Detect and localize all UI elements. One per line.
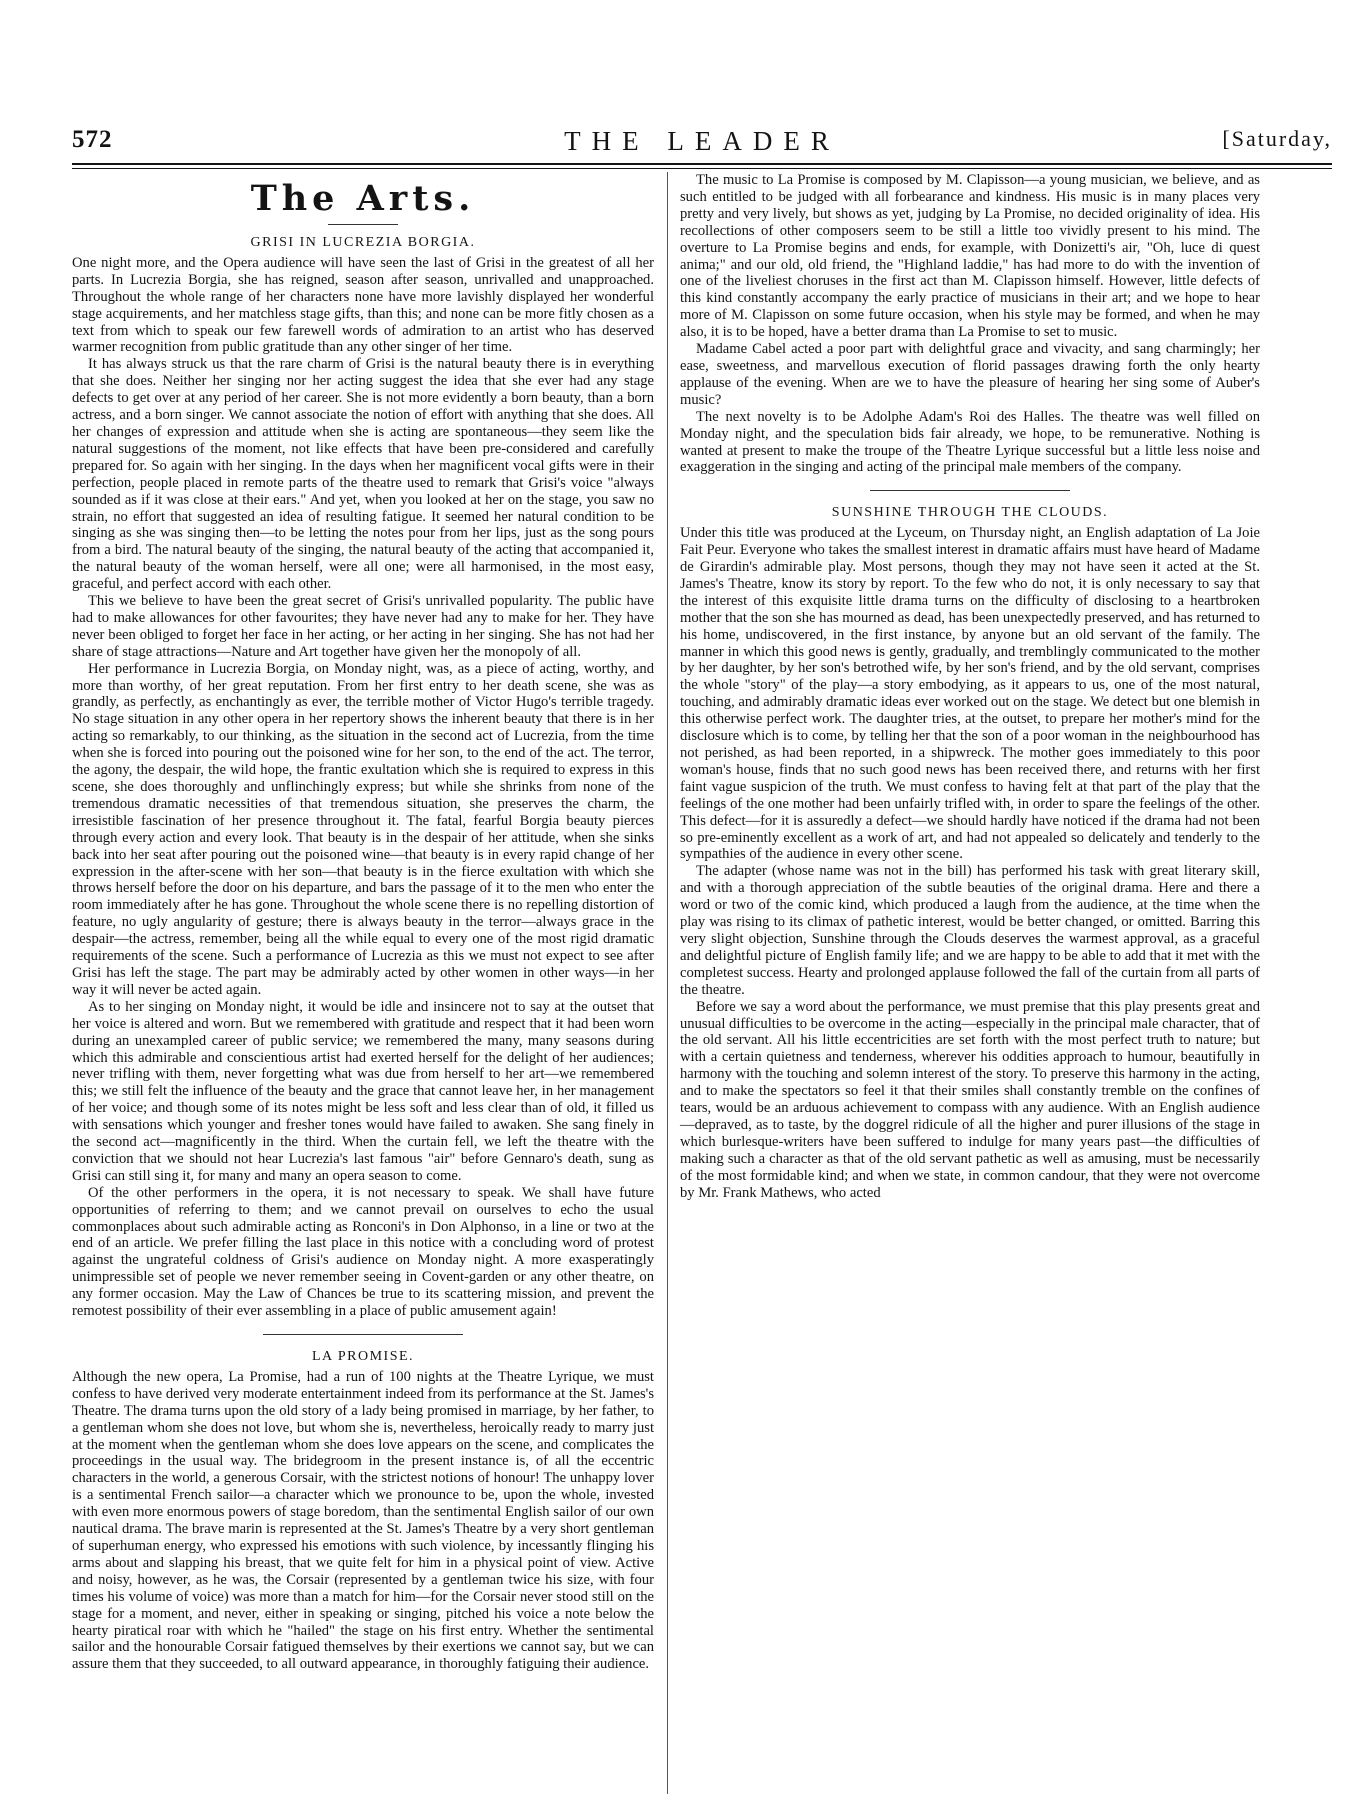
header-rule-thin (72, 168, 1332, 169)
article-paragraph: Of the other performers in the opera, it is not necessary to speak. We shall have future opportunities of referring to them; and we cannot prevail on ourselves to echo the usual commonplaces about such admirable acting as Ronconi's in Don Alphonso, in a line or two at the end of an article. We prefer filling the last place in this notice with a concluding word of protest against the ungrateful coldness of Grisi's audience on Monday night. A more exasperatingly unimpressible set of people we never remember seeing in Covent-garden or any other theatre, on any former occasion. May the Law of Chances be true to its scattering mission, and prevent the remotest possibility of their ever assembling in a place of public amusement again! (72, 1184, 654, 1320)
issue-day: [Saturday, (1222, 126, 1332, 151)
article-paragraph: The music to La Promise is composed by M. Clapisson—a young musician, we believe, and as such entitled to be judged with all forbearance and kindness. His music is in many places very pretty and very lively, but shows as yet, judging by La Promise, no decided originality of idea. His recollections of other composers seem to be still a little too vividly present to his mind. The overture to La Promise begins and ends, for example, with Donizetti's air, "Oh, luce di quest anima;" and our old, old friend, the "Highland laddie," has had more to do with the invention of one of the liveliest choruses in the first act than M. Clapisson himself. However, little defects of this kind constantly accompany the early practice of musicians in their art; and we hope to hear more of M. Clapisson on some future occasion, when his style may be formed, and when he may also, it is to be hoped, have a better drama than La Promise to set to music. (680, 172, 1260, 341)
article-paragraph: Under this title was produced at the Lyceum, on Thursday night, an English adaptation of La Joie Fait Peur. Everyone who takes the smallest interest in dramatic affairs must have heard of Madame de Girardin's admirable play. Most persons, though they may not have seen it acted at the St. James's Theatre, know its story by report. To the few who do not, it is only necessary to say that the interest of this exquisite little drama turns on the difficulty of disclosing to a heartbroken mother that the son she has mourned as dead, has been unexpectedly preserved, and has returned to his home, undiscovered, in the first instance, by anyone but an old servant of the family. The manner in which this good news is gently, gradually, and tremblingly communicated to the mother by her daughter, by her son's betrothed wife, by her son's friend, and by the old servant, comprises the whole "story" of the play—a story embodying, as it appears to us, one of the most natural, touching, and admirably dramatic ideas ever worked out on the stage. We detect but one blemish in this otherwise perfect work. The daughter tries, at the outset, to prepare her mother's mind for the disclosure which is to come, by telling her that the son of a poor woman in the neighbourhood has not perished, as had been reported, in a shipwreck. The mother goes immediately to this poor woman's house, finds that no such good news has been received there, and returns with her first faint vague suspicion of the truth. We must confess to having felt at that part of the play that the feelings of the one mother had been unfairly trifled with, in order to spare the feelings of the other. This defect—for it is assuredly a defect—we should hardly have noticed if the drama had not been so pre-eminently excellent as a work of art, and had not appealed so delicately and tenderly to the sympathies of the audience in every other scene. (680, 525, 1260, 863)
article-paragraph: Although the new opera, La Promise, had a run of 100 nights at the Theatre Lyrique, we must confess to have derived very moderate entertainment indeed from its performance at the St. James's Theatre. The drama turns upon the old story of a lady being promised in marriage, by her father, to a gentleman whom she does not love, but whom she is, nevertheless, heroically ready to marry just at the moment when the gentleman whom she does love appears on the scene, and complicates the proceedings in the usual way. The bridegroom in the present instance is, of all the eccentric characters in the world, a generous Corsair, with the strictest notions of honour! The unhappy lover is a sentimental French sailor—a character which we pronounce to be, upon the whole, invested with even more enormous powers of stage boredom, than the sentimental English sailor of our own nautical drama. The brave marin is represented at the St. James's Theatre by a very short gentleman of superhuman energy, who expressed his emotions with such violence, by incessantly flinging his arms about and slapping his breast, that we quite felt for him in a physical point of view. Active and noisy, however, as he was, the Corsair (represented by a gentleman twice his size, with four times his volume of voice) was more than a match for him—for the Corsair never stood still on the stage for a moment, and never, either in speaking or singing, pitched his voice a note below the hearty piratical roar with which he "hailed" the stage on his first entry. Whether the sentimental sailor and the honourable Corsair fatigued themselves by their exertions we cannot say, but we can assure them that they succeeded, to all outward appearance, in thoroughly fatiguing their audience. (72, 1368, 654, 1673)
article-paragraph: It has always struck us that the rare charm of Grisi is the natural beauty there is in everything that she does. Neither her singing nor her acting suggest the idea that she ever had any stage defects to get over at any period of her career. She is not more evidently a born beauty, than a born actress, and a born singer. We cannot associate the notion of effort with anything that she does. All her changes of expression and attitude when she is acting are spontaneous—they seem like the natural suggestions of the moment, not like effects that have been pre-considered and carefully prepared for. So again with her singing. In the days when her magnificent vocal gifts were in their perfection, people placed in remote parts of the theatre used to remark that Grisi's voice "always sounded as if it was close at their ears." And yet, when you looked at her on the stage, you saw no strain, no effort that suggested an idea of resulting fatigue. It seemed her natural condition to be singing as she was singing then—to be letting the notes pour from her lips, just as the song pours from a bird. The natural beauty of the singing, the natural beauty of the acting that accompanied it, the natural beauty of the woman herself, were all one; were all harmonised, in the most easy, graceful, and perfect accord with each other. (72, 356, 654, 593)
article-paragraph: As to her singing on Monday night, it would be idle and insincere not to say at the outset that her voice is altered and worn. But we remembered with gratitude and respect that it had been worn during an unexampled career of public service; we remembered the many, many seasons during which this admirable and conscientious artist had exerted herself for the delight of her audiences; never trifling with them, never forgetting what was due from herself to her art—we remembered this; we still felt the influence of the beauty and the grace that cannot leave her, in her management of her voice; and though some of its notes might be less soft and less clear than of old, it filled us with sensations which younger and fresher tones would have failed to awaken. She sang finely in the second act—magnificently in the third. When the curtain fell, we left the theatre with the conviction that we should not hear Lucrezia's last famous "air" before Gennaro's death, sung as Grisi can still sing it, for many and many an opera season to come. (72, 998, 654, 1184)
article-paragraph: Before we say a word about the performance, we must premise that this play presents great and unusual difficulties to be overcome in the acting—especially in the principal male character, that of the old servant. All his little eccentricities are set forth with the most perfect truth to nature; but with a certain quietness and tenderness, wherever his oddities approach to humour, beautifully in harmony with the touching and solemn interest of the story. To preserve this harmony in the acting, and to make the spectators so feel it that their smiles shall constantly tremble on the confines of tears, would be an arduous achievement to compass with any audience. With an English audience—depraved, as to taste, by the doggrel ridicule of all the higher and purer illusions of the stage in which burlesque-writers have been suffered to indulge for many years past—the difficulties of making such a character as that of the old servant pathetic as well as amusing, must be necessarily of the most formidable kind; and when we state, in common candour, that they were not overcome by Mr. Frank Mathews, who acted (680, 998, 1260, 1201)
left-column (72, 172, 654, 1673)
article-paragraph: One night more, and the Opera audience will have seen the last of Grisi in the greatest of all her parts. In Lucrezia Borgia, she has reigned, season after season, unrivalled and unapproached. Throughout the whole range of her characters none have more lavishly displayed her wonderful stage acquirements, and her matchless stage gifts, than this; and none can be more fitly chosen as a text from which to speak our few farewell words of admiration to an artist who has deserved warmer recognition from public gratitude than any other singer of her time. (72, 254, 654, 356)
page-number: 572 (72, 126, 113, 153)
section-rule (328, 224, 398, 225)
right-column (680, 172, 1260, 1201)
article-paragraph: Madame Cabel acted a poor part with delightful grace and vivacity, and sang charmingly; her ease, sweetness, and marvellous execution of florid passages drawing forth the only hearty applause of the evening. When are we to have the pleasure of hearing her sing some of Auber's music? (680, 341, 1260, 408)
column-divider (667, 172, 668, 1794)
article-heading-grisi: GRISI IN LUCREZIA BORGIA. (250, 235, 476, 250)
section-title: The Arts. (250, 178, 476, 219)
page-header (72, 126, 1332, 164)
publication-title: THE LEADER (564, 126, 840, 156)
article-heading-la-promise: LA PROMISE. (311, 1349, 415, 1364)
header-rule-thick (72, 163, 1332, 165)
article-paragraph: This we believe to have been the great secret of Grisi's unrivalled popularity. The public have had to make allowances for other favourites; they have never had any to make for her. They have never been obliged to forget her face in her acting, or her acting in her singing. She has not had her share of stage attractions—Nature and Art together have given her the monopoly of all. (72, 593, 654, 660)
article-separator (870, 490, 1070, 491)
article-heading-sunshine: SUNSHINE THROUGH THE CLOUDS. (831, 505, 1109, 521)
article-paragraph: The adapter (whose name was not in the bill) has performed his task with great literary skill, and with a thorough appreciation of the subtle beauties of the original drama. Here and there a word or two of the comic kind, which produced a laugh from the audience, at the time when the play was rising to its climax of pathetic interest, would be better changed, or omitted. Barring this very slight objection, Sunshine through the Clouds deserves the warmest approval, as a graceful and delightful picture of English family life; and we are happy to be able to add that it met with the completest success. Hearty and prolonged applause followed the fall of the curtain from all parts of the theatre. (680, 863, 1260, 998)
article-paragraph: The next novelty is to be Adolphe Adam's Roi des Halles. The theatre was well filled on Monday night, and the speculation bids fair already, we hope, to be remunerative. Nothing is wanted at present to make the troupe of the Theatre Lyrique successful but a little less noise and exaggeration in the singing and acting of the principal male members of the company. (680, 408, 1260, 476)
article-separator (263, 1334, 463, 1335)
article-paragraph: Her performance in Lucrezia Borgia, on Monday night, was, as a piece of acting, worthy, and more than worthy, of her great reputation. From her first entry to her death scene, she was as grandly, as perfectly, as enchantingly as ever, the terrible mother of Victor Hugo's terrible tragedy. No stage situation in any other opera in her repertory shows the inherent beauty that there is in her acting so remarkably, to our thinking, as the situation in the second act of Lucrezia, from the time when she is forced into pouring out the poisoned wine for her son, to the end of the act. The terror, the agony, the despair, the wild hope, the frantic exultation which she is required to express in this scene, she does thoroughly and unflinchingly express; but while she shrinks from none of the tremendous dramatic necessities of that tremendous situation, she preserves the charm, the irresistible fascination of her presence throughout it. The fatal, fearful Borgia beauty pierces through every action and every look. That beauty is in the despair of her attitude, when she sinks back into her seat after pouring out the poisoned wine—that beauty is in every rapid change of her expression in the after-scene with her son—that beauty is in the fierce exultation with which she throws herself before the door on his departure, and bars the passage of it to the men who enter the room immediately after he has gone. Throughout the whole scene there is no repelling distortion of feature, no ugly angularity of gesture; there is always beauty in the terror—always grace in the despair—the actress, remember, being all the while equal to every one of the most rigid dramatic requirements of the scene. Such a performance of Lucrezia as this we must not expect to see after Grisi has left the stage. The part may be admirably acted by other women in other ways—in her way it will never be acted again. (72, 660, 654, 998)
